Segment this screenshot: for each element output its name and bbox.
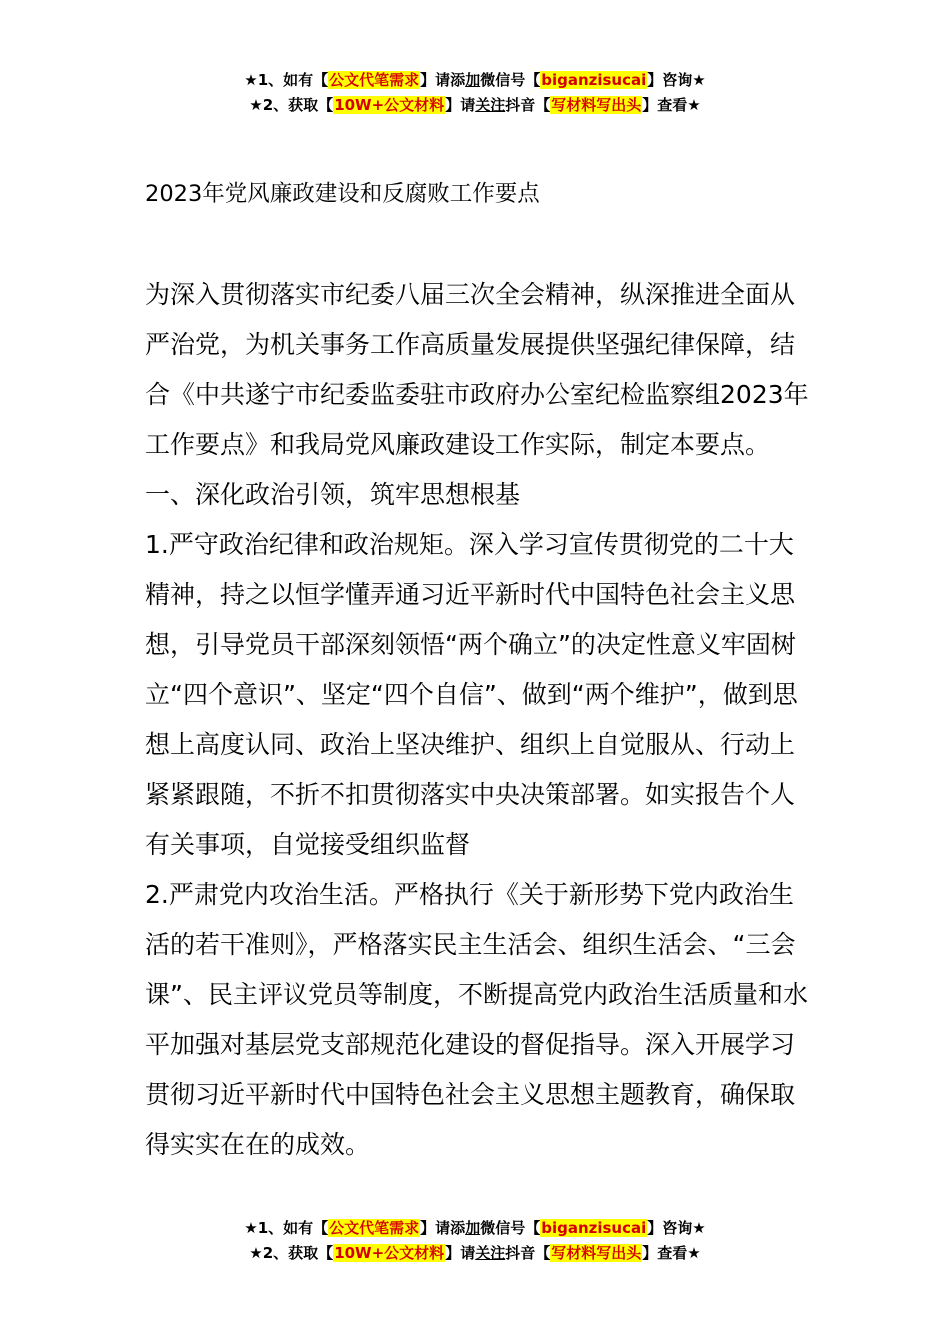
banner-line-2-mid: 】请	[445, 96, 476, 114]
banner-line-2	[0, 93, 950, 118]
banner-line-1-mid-2: 微信号【	[480, 71, 541, 89]
banner-line-1-suffix: 】咨询★	[647, 71, 706, 89]
banner-line-1-prefix: ★1、如有【	[244, 71, 329, 89]
banner-line-1-highlight-wechat-id: biganzisucai	[541, 71, 647, 89]
paragraph-intro: 为深入贯彻落实市纪委八届三次全会精神，纵深推进全面从严治党，为机关事务工作高质量发展提供坚强纪律保障，结合《中共遂宁市纪委监委驻市政府办公室纪检监察组2023年工作要点》和我局党风廉政建设工作实际，制定本要点。	[145, 280, 809, 459]
banner-line-1	[0, 68, 950, 93]
banner-line-1-mid-2: 微信号【	[480, 1219, 541, 1237]
banner-line-2-mid-2: 抖音【	[505, 96, 551, 114]
banner-line-1-underlined: 加	[465, 71, 481, 89]
banner-line-1-mid: 】请添	[420, 71, 466, 89]
banner-line-1-highlight-service: 公文代笔需求	[329, 71, 420, 89]
document-body	[145, 270, 815, 1170]
section-heading-1: 一、深化政治引领，筑牢思想根基	[145, 480, 521, 509]
banner-line-2-highlight-douyin-name: 写材料写出头	[551, 1244, 642, 1262]
banner-line-2-highlight-materials: 10W+公文材料	[334, 1244, 445, 1262]
paragraph-item-2: 2.严肃党内攻治生活。严格执行《关于新形势下党内政治生活的若干准则》，严格落实民主生活会、组织生活会、“三会课”、民主评议党员等制度，不断提高党内政治生活质量和水平加强对基层党支部规范化建设的督促指导。深入开展学习贯彻习近平新时代中国特色社会主义思想主题教育，确保取得实实在在的成效。	[145, 880, 808, 1159]
banner-line-2-highlight-douyin-name: 写材料写出头	[551, 96, 642, 114]
banner-line-2-prefix: ★2、获取【	[249, 96, 334, 114]
top-banner	[0, 68, 950, 118]
banner-line-1-prefix: ★1、如有【	[244, 1219, 329, 1237]
bottom-banner	[0, 1216, 950, 1266]
banner-line-2	[0, 1241, 950, 1266]
banner-line-2-underlined: 关注	[475, 1244, 506, 1262]
banner-line-1-highlight-service: 公文代笔需求	[329, 1219, 420, 1237]
paragraph-item-1: 1.严守政治纪律和政治规矩。深入学习宣传贯彻党的二十大精神，持之以恒学懂弄通习近平新时代中国特色社会主义思想，引导党员干部深刻领悟“两个确立”的决定性意义牢固树立“四个意识”、坚定“四个自信”、做到“两个维护”，做到思想上高度认同、政治上坚决维护、组织上自觉服从、行动上紧紧跟随，不折不扣贯彻落实中央决策部署。如实报告个人有关事项，自觉接受组织监督	[145, 530, 798, 859]
banner-line-1	[0, 1216, 950, 1241]
banner-line-2-highlight-materials: 10W+公文材料	[334, 96, 445, 114]
document-title: 2023年党风廉政建设和反腐败工作要点	[145, 181, 540, 207]
banner-line-2-suffix: 】查看★	[642, 1244, 701, 1262]
banner-line-2-mid: 】请	[445, 1244, 476, 1262]
banner-line-2-mid-2: 抖音【	[505, 1244, 551, 1262]
banner-line-1-highlight-wechat-id: biganzisucai	[541, 1219, 647, 1237]
banner-line-2-prefix: ★2、获取【	[249, 1244, 334, 1262]
banner-line-2-underlined: 关注	[475, 96, 506, 114]
banner-line-1-mid: 】请添	[420, 1219, 466, 1237]
banner-line-2-suffix: 】查看★	[642, 96, 701, 114]
banner-line-1-suffix: 】咨询★	[647, 1219, 706, 1237]
banner-line-1-underlined: 加	[465, 1219, 481, 1237]
